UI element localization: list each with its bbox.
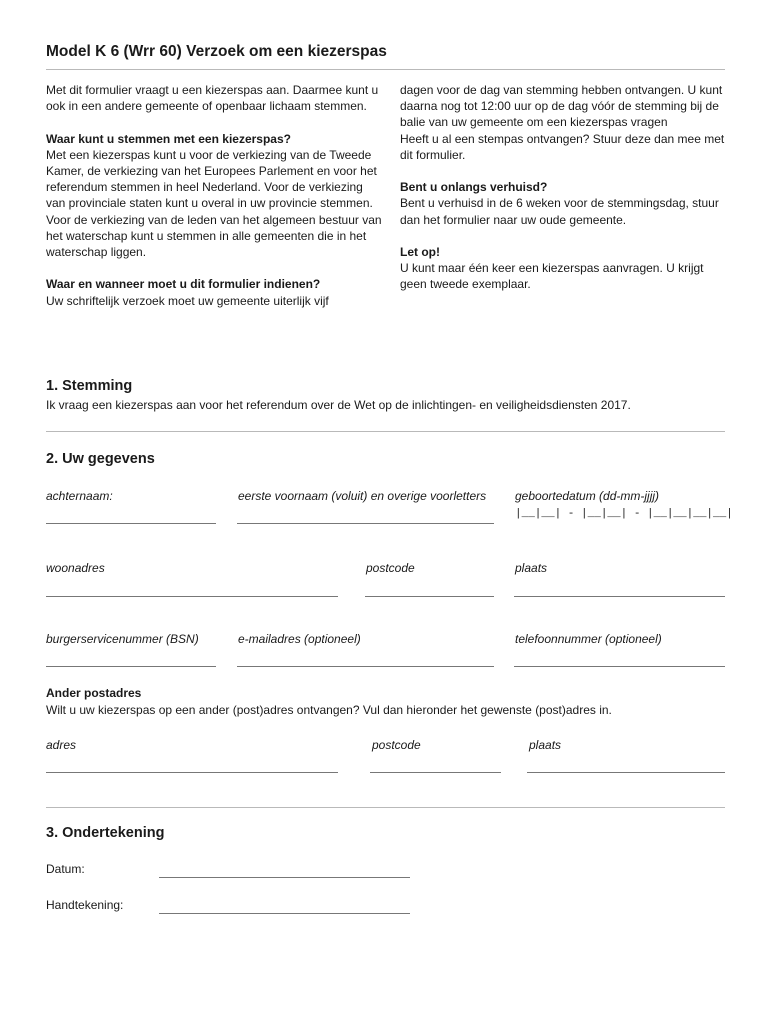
intro-paragraph: Heeft u al een stempas ontvangen? Stuur deze dan mee met dit formulier. bbox=[400, 131, 725, 162]
ander-postcode-field[interactable] bbox=[370, 772, 501, 773]
label-bsn: burgerservicenummer (BSN) bbox=[46, 632, 199, 646]
section-1-divider bbox=[46, 431, 725, 432]
geboortedatum-field[interactable]: |__|__| - |__|__| - |__|__|__|__| bbox=[515, 508, 733, 520]
datum-field[interactable] bbox=[159, 877, 410, 878]
postcode-field[interactable] bbox=[365, 596, 494, 597]
label-telefoon: telefoonnummer (optioneel) bbox=[515, 632, 662, 646]
label-postcode: postcode bbox=[366, 561, 415, 575]
intro-paragraph: Met een kiezerspas kunt u voor de verkiezing van de Tweede Kamer, de verkiezing van het Europees Parlement en voor het referendum stemmen in heel Nederland. Voor de verkiezing van provinciale staten kunt u overal in uw provincie stemmen. Voor de verkiezing van de leden van het algemeen bestuur van het waterschap kunt u stemmen in alle gemeenten die in het waterschap liggen. bbox=[46, 147, 382, 260]
label-handtekening: Handtekening: bbox=[46, 898, 124, 912]
email-field[interactable] bbox=[237, 666, 494, 667]
bsn-field[interactable] bbox=[46, 666, 216, 667]
label-geboortedatum: geboortedatum (dd-mm-jjjj) bbox=[515, 489, 660, 503]
intro-right-column bbox=[400, 82, 730, 293]
ander-postadres-heading: Ander postadres bbox=[46, 686, 142, 700]
woonadres-field[interactable] bbox=[46, 596, 338, 597]
intro-paragraph: Met dit formulier vraagt u een kiezerspas aan. Daarmee kunt u ook in een andere gemeente of openbaar lichaam stemmen. bbox=[46, 83, 379, 114]
telefoon-field[interactable] bbox=[514, 666, 725, 667]
voornaam-field[interactable] bbox=[237, 523, 494, 524]
intro-heading: Let op! bbox=[400, 245, 440, 259]
ander-plaats-field[interactable] bbox=[527, 772, 725, 773]
plaats-field[interactable] bbox=[514, 596, 725, 597]
achternaam-field[interactable] bbox=[46, 523, 216, 524]
paragraph-gap bbox=[46, 260, 384, 276]
paragraph-gap bbox=[46, 114, 384, 130]
label-voornaam: eerste voornaam (voluit) en overige voorletters bbox=[238, 489, 487, 503]
label-woonadres: woonadres bbox=[46, 561, 105, 575]
title-divider bbox=[46, 69, 725, 70]
intro-heading: Bent u onlangs verhuisd? bbox=[400, 180, 548, 195]
ander-adres-field[interactable] bbox=[46, 772, 338, 773]
label-achternaam: achternaam: bbox=[46, 489, 113, 503]
paragraph-gap bbox=[400, 163, 730, 179]
label-email: e-mailadres (optioneel) bbox=[238, 632, 361, 646]
page-title: Model K 6 (Wrr 60) Verzoek om een kiezerspas bbox=[46, 43, 387, 60]
section-2-title: 2. Uw gegevens bbox=[46, 451, 155, 467]
label-datum: Datum: bbox=[46, 862, 85, 876]
intro-paragraph: Uw schriftelijk verzoek moet uw gemeente uiterlijk vijf bbox=[46, 293, 329, 308]
section-3-title: 3. Ondertekening bbox=[46, 825, 165, 841]
intro-heading: Waar kunt u stemmen met een kiezerspas? bbox=[46, 131, 291, 146]
label-ander-adres: adres bbox=[46, 738, 77, 752]
handtekening-field[interactable] bbox=[159, 913, 410, 914]
intro-left-column bbox=[46, 82, 384, 309]
intro-paragraph: U kunt maar één keer een kiezerspas aanvragen. U krijgt geen tweede exemplaar. bbox=[400, 261, 704, 292]
intro-paragraph: dagen voor de dag van stemming hebben ontvangen. U kunt daarna nog tot 12:00 uur op de dag vóór de stemming bij de balie van uw gemeente om een kiezerspas vragen bbox=[400, 83, 723, 130]
intro-paragraph: Bent u verhuisd in de 6 weken voor de stemmingsdag, stuur dan het formulier naar uw oude gemeente. bbox=[400, 196, 719, 227]
label-ander-plaats: plaats bbox=[529, 738, 562, 752]
section-2-divider bbox=[46, 807, 725, 808]
paragraph-gap bbox=[400, 228, 730, 244]
ander-postadres-text: Wilt u uw kiezerspas op een ander (post)adres ontvangen? Vul dan hieronder het gewenste (post)adres in. bbox=[46, 703, 612, 717]
label-ander-postcode: postcode bbox=[372, 738, 421, 752]
label-plaats: plaats bbox=[515, 561, 548, 575]
intro-heading: Waar en wanneer moet u dit formulier indienen? bbox=[46, 277, 321, 292]
section-1-text: Ik vraag een kiezerspas aan voor het referendum over de Wet op de inlichtingen- en veiligheidsdiensten 2017. bbox=[46, 398, 631, 412]
section-1-title: 1. Stemming bbox=[46, 378, 133, 394]
